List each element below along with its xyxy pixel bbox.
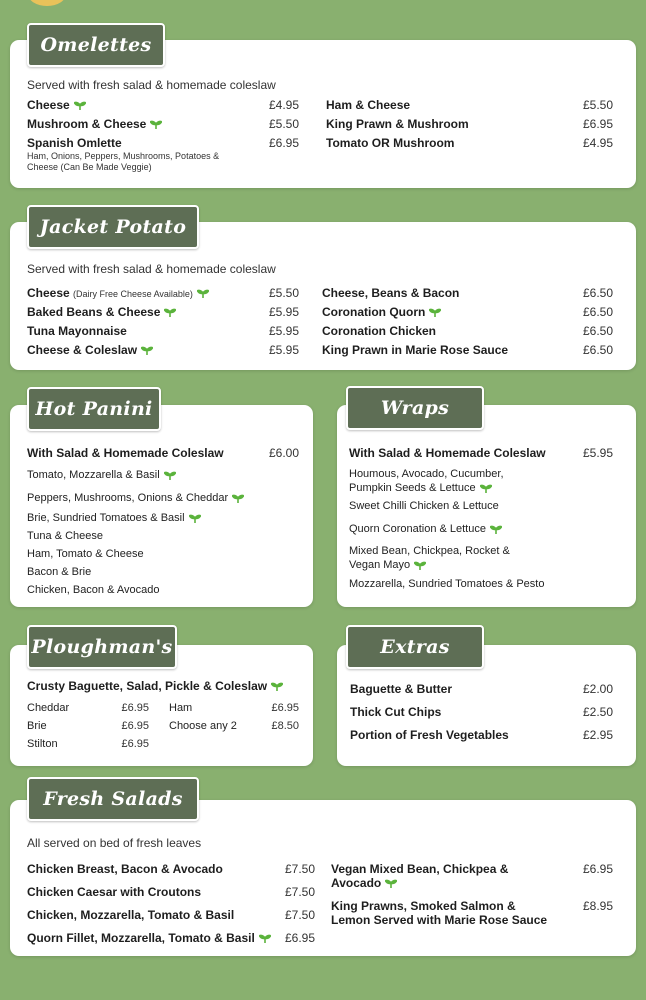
menu-item-name: Cheese & Coleslaw (27, 343, 153, 357)
menu-item-price: £5.50 (268, 286, 299, 300)
vegetarian-leaf-icon (232, 493, 244, 504)
ploughmans-title-tab: Ploughman's (27, 625, 177, 669)
menu-item-name: Chicken, Mozzarella, Tomato & Basil (27, 908, 235, 922)
menu-item-name: Coronation Chicken (322, 324, 437, 338)
vegetarian-leaf-icon (150, 119, 162, 130)
vegetarian-leaf-icon (164, 470, 176, 481)
ploughmans-item: Brie (27, 720, 47, 732)
menu-item-price: £6.50 (582, 324, 613, 338)
menu-item-name: Baguette & Butter (350, 682, 453, 696)
menu-item-name: Cheese (27, 98, 86, 112)
panini-item: Peppers, Mushrooms, Onions & Cheddar (27, 492, 244, 504)
menu-item-name: King Prawns, Smoked Salmon & (331, 899, 516, 913)
ploughmans-price: £6.95 (271, 702, 299, 714)
omelettes-title-tab: Omelettes (27, 23, 165, 67)
jacket-note: Served with fresh salad & homemade coleslaw (27, 262, 276, 276)
menu-item-name: Chicken Breast, Bacon & Avocado (27, 862, 223, 876)
menu-item-price: £7.50 (284, 908, 315, 922)
menu-item-price: £6.95 (582, 862, 613, 876)
menu-item-price: £6.50 (582, 286, 613, 300)
menu-item-description: Ham, Onions, Peppers, Mushrooms, Potatoes & Cheese (Can Be Made Veggie) (27, 151, 220, 172)
omelettes-note: Served with fresh salad & homemade coleslaw (27, 78, 276, 92)
menu-item-price: £4.95 (268, 98, 299, 112)
menu-item-name: Vegan Mixed Bean, Chickpea & (331, 862, 509, 876)
wraps-card (337, 405, 636, 607)
menu-item-name: Ham & Cheese (326, 98, 411, 112)
wraps-item: Sweet Chilli Chicken & Lettuce (349, 500, 499, 512)
ploughmans-item: Cheddar (27, 702, 70, 714)
menu-item-name: Chicken Caesar with Croutons (27, 885, 202, 899)
menu-item-price: £7.50 (284, 885, 315, 899)
wraps-price: £5.95 (582, 446, 613, 460)
wraps-title-tab: Wraps (346, 386, 484, 430)
menu-item-name: Portion of Fresh Vegetables (350, 728, 509, 742)
menu-item-name: Coronation Quorn (322, 305, 441, 319)
menu-item-price: £8.95 (582, 899, 613, 913)
menu-item-price: £5.95 (268, 305, 299, 319)
panini-item: Tuna & Cheese (27, 530, 104, 542)
vegetarian-leaf-icon (490, 524, 502, 535)
jacket-potato-title-tab: Jacket Potato (27, 205, 199, 249)
vegetarian-leaf-icon (164, 307, 176, 318)
menu-item-name: Quorn Fillet, Mozzarella, Tomato & Basil (27, 931, 271, 945)
ploughmans-item: Stilton (27, 738, 58, 750)
wraps-item: Houmous, Avocado, Cucumber, (349, 468, 504, 480)
ploughmans-price: £6.95 (121, 702, 149, 714)
ploughmans-price: £8.50 (271, 720, 299, 732)
panini-item: Ham, Tomato & Cheese (27, 548, 144, 560)
ploughmans-price: £6.95 (121, 720, 149, 732)
panini-card (10, 405, 313, 607)
vegetarian-leaf-icon (74, 100, 86, 111)
wraps-item: Quorn Coronation & Lettuce (349, 523, 502, 535)
menu-item-name: Tuna Mayonnaise (27, 324, 127, 338)
panini-item: Tomato, Mozzarella & Basil (27, 469, 176, 481)
panini-title-tab: Hot Panini (27, 387, 161, 431)
menu-item-price: £2.00 (582, 682, 613, 696)
panini-item: Chicken, Bacon & Avocado (27, 584, 160, 596)
wraps-header: With Salad & Homemade Coleslaw (349, 446, 546, 460)
ploughmans-item: Choose any 2 (169, 720, 237, 732)
menu-item-price: £6.95 (582, 117, 613, 131)
vegetarian-leaf-icon (480, 483, 492, 494)
menu-item-price: £6.50 (582, 305, 613, 319)
menu-item-price: £5.95 (268, 324, 299, 338)
menu-item-name: Cheese (Dairy Free Cheese Available) (27, 286, 209, 300)
menu-item-name: Baked Beans & Cheese (27, 305, 176, 319)
ploughmans-item: Ham (169, 702, 193, 714)
vegetarian-leaf-icon (189, 513, 201, 524)
menu-item-name: Lemon Served with Marie Rose Sauce (331, 913, 548, 927)
menu-item-name: Mushroom & Cheese (27, 117, 162, 131)
wraps-item: Pumpkin Seeds & Lettuce (349, 482, 492, 494)
salads-card (10, 800, 636, 956)
menu-item-price: £6.50 (582, 343, 613, 357)
menu-item-name: Cheese, Beans & Bacon (322, 286, 460, 300)
menu-item-price: £4.95 (582, 136, 613, 150)
menu-item-note: (Dairy Free Cheese Available) (73, 289, 193, 299)
wraps-item: Mozzarella, Sundried Tomatoes & Pesto (349, 578, 545, 590)
ploughmans-price: £6.95 (121, 738, 149, 750)
menu-item-name: King Prawn & Mushroom (326, 117, 469, 131)
salads-note: All served on bed of fresh leaves (27, 836, 202, 850)
vegetarian-leaf-icon (197, 288, 209, 299)
menu-item-name: King Prawn in Marie Rose Sauce (322, 343, 509, 357)
menu-item-price: £6.95 (268, 136, 299, 150)
menu-item-price: £5.95 (268, 343, 299, 357)
menu-item-name: Spanish Omlette (27, 136, 122, 150)
menu-item-name: Tomato OR Mushroom (326, 136, 455, 150)
menu-item-name: Avocado (331, 876, 397, 890)
vegetarian-leaf-icon (271, 681, 283, 692)
wraps-item: Mixed Bean, Chickpea, Rocket & (349, 545, 510, 557)
menu-item-name: Crusty Baguette, Salad, Pickle & Coleslaw (27, 679, 283, 693)
extras-title-tab: Extras (346, 625, 484, 669)
logo (28, 0, 66, 6)
menu-item-price: £2.95 (582, 728, 613, 742)
vegetarian-leaf-icon (385, 878, 397, 889)
menu-item-name: Thick Cut Chips (350, 705, 442, 719)
vegetarian-leaf-icon (429, 307, 441, 318)
panini-price: £6.00 (268, 446, 299, 460)
panini-item: Brie, Sundried Tomatoes & Basil (27, 512, 201, 524)
menu-item-price: £5.50 (268, 117, 299, 131)
menu-item-price: £2.50 (582, 705, 613, 719)
vegetarian-leaf-icon (414, 560, 426, 571)
salads-title-tab: Fresh Salads (27, 777, 199, 821)
panini-header: With Salad & Homemade Coleslaw (27, 446, 224, 460)
vegetarian-leaf-icon (141, 345, 153, 356)
wraps-item: Vegan Mayo (349, 559, 426, 571)
menu-item-price: £6.95 (284, 931, 315, 945)
panini-item: Bacon & Brie (27, 566, 92, 578)
menu-item-price: £5.50 (582, 98, 613, 112)
menu-item-price: £7.50 (284, 862, 315, 876)
